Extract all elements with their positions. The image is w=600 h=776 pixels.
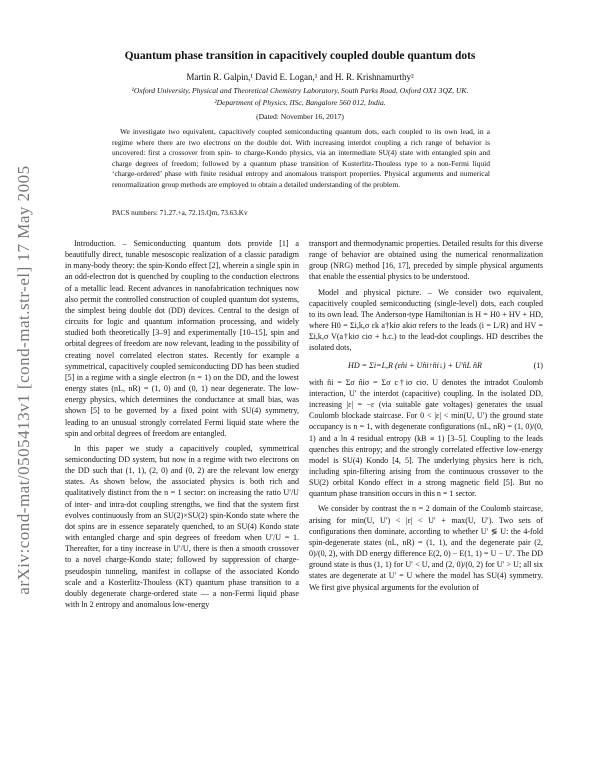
definitions-paragraph: with n̂i = Σσ n̂iσ = Σσ c†iσ ciσ. U denotes the intradot Coulomb interaction, U′ the interdot (capacitive) coupling. In the isolated DD, increasing |ε| = −ε (via suitable gate voltages) generates the usual Coulomb blockade staircase. For 0 < |ε| < min(U, U′) the ground state occupancy is n = 1, with degenerate configurations (nL, nR) = (1, 0)/(0, 1) and a ln 4 residual entropy (kB ≡ 1) [3–5]. Coupling to the leads quenches this entropy; and the strongly correlated effective low-energy model is SU(4) Kondo [4, 5]. The underlying physics here is rich, including spin-filtering arising from the continuous crossover to the SU(2) orbital Kondo effect in a strong magnetic field [5]. But no quantum phase transition occurs in this n = 1 sector.: [309, 377, 543, 499]
dated-line: (Dated: November 16, 2017): [256, 112, 344, 121]
continued-paragraph: transport and thermodynamic properties. Detailed results for this diverse range of behavior are obtained using the numerical renormalization group (NRG) method [16, 17], preceded by simple physical arguments that enable the essential physics to be understood.: [309, 239, 543, 282]
affiliation-2: ²Department of Physics, IISc, Bangalore 560 012, India.: [214, 98, 386, 107]
affiliation-1: ¹Oxford University, Physical and Theoretical Chemistry Laboratory, South Parks Road, Oxford OX1 3QZ, UK.: [131, 86, 469, 95]
paragraph-this-paper: In this paper we study a capacitively coupled, symmetrical semiconducting DD system, but now in a regime with two electrons on the DD such that (1, 1), (2, 0) and (0, 2) are the relevant low energy states. As shown below, the associated physics is both rich and qualitatively distinct from the n = 1 sector: on increasing the ratio U′/U of inter- and intra-dot coupling strengths, we find that the system first evolves continuously from an SU(2)×SU(2) spin-Kondo state where the dot spins are in essence separately quenched, to an SU(4) Kondo state with entangled charge and spin degrees of freedom when U′/U = 1. Thereafter, for a tiny increase in U′/U, there is then a smooth crossover to a novel charge-Kondo state; followed by suppression of charge-pseudospin tunneling, manifest in collapse of the associated Kondo scale and a Kosterlitz-Thouless (KT) quantum phase transition to a doubly degenerate charge-ordered state — a non-Fermi liquid phase with ln 2 entropy and anomalous low-energy: [65, 443, 299, 609]
paper-title: Quantum phase transition in capacitively coupled double quantum dots: [124, 50, 476, 62]
author-list: Martin R. Galpin,¹ David E. Logan,¹ and H. R. Krishnamurthy²: [186, 72, 414, 82]
equation-number: (1): [533, 360, 543, 370]
left-column: [65, 238, 299, 614]
equation-1: [309, 360, 543, 371]
arxiv-sidebar: [4, 60, 44, 700]
right-column: [309, 238, 543, 597]
intro-paragraph: Introduction. – Semiconducting quantum dots provide [1] a beautifully direct, tunable mesoscopic realization of a classic paradigm in many-body theory: the spin-Kondo effect [2], wherein a single spin in an odd-electron dot is quenched by coupling to the conduction electrons of a metallic lead. Recent advances in nanofabrication techniques now also permit the controlled construction of coupled quantum dot systems, the simplest being double dot (DD) devices. Central to the design of circuits for logic and quantum information processing, and widely studied both theoretically [3–9] and experimentally [10–15], spin and orbital degrees of freedom are now relevant, leading to the possibility of creating novel correlated electron states. Recently for example a symmetrical, capacitively coupled semiconducting DD has been studied [5] in a regime with a single electron (n = 1) on the DD, and the lowest energy states (nL, nR) = (1, 0) and (0, 1) near degenerate. The low-energy physics, which determines the conductance at small bias, was shown [5] to be governed by a fixed point with SU(4) symmetry, leading to an unusual strongly correlated Fermi liquid state where the spin and orbital degrees of freedom are entangled.: [65, 239, 299, 438]
abstract: We investigate two equivalent, capacitively coupled semiconducting quantum dots, each coupled to its own lead, in a regime where there are two electrons on the double dot. With increasing interdot coupling a rich range of behavior is uncovered: first a crossover from spin- to charge-Kondo physics, via an intermediate SU(4) state with entangled spin and charge degrees of freedom; followed by a quantum phase transition of Kosterlitz-Thouless type to a non-Fermi liquid ‘charge-ordered’ phase with finite residual entropy and anomalous transport properties. Physical arguments and numerical renormalization group methods are employed to obtain a detailed understanding of the problem.: [112, 127, 490, 189]
equation-body: HD = Σi=L,R (εn̂i + Un̂i↑n̂i↓) + U′n̂L n̂R: [348, 360, 482, 370]
n2-paragraph: We consider by contrast the n = 2 domain of the Coulomb staircase, arising for min(U, U′) < |ε| < U′ + max(U, U′). Two sets of configurations then dominate, according to whether U′ ≶ U: the 4-fold spin-degenerate states (nL, nR) = (1, 1), and the degenerate pair (2, 0)/(0, 2), with DD energy difference E(2, 0) − E(1, 1) = U − U′. The DD ground state is thus (1, 1) for U′ < U, and (2, 0)/(0, 2) for U′ > U; all six states are degenerate at U′ = U where the model has SU(4) symmetry. We first give physical arguments for the evolution of: [309, 504, 543, 592]
arxiv-identifier: arXiv:cond-mat/0505413v1 [cond-mat.str-el] 17 May 2005: [14, 165, 33, 595]
model-paragraph: Model and physical picture. – We consider two equivalent, capacitively coupled semiconducting (single-level) dots, each coupled to its own lead. The Anderson-type Hamiltonian is H = H0 + HV + HD, where H0 = Σi,k,σ εk a†kiσ akiσ refers to the leads (i = L/R) and HV = Σi,k,σ V(a†kiσ ciσ + h.c.) to the lead-dot couplings. HD describes the isolated dots,: [309, 287, 543, 353]
pacs-numbers: PACS numbers: 71.27.+a, 72.15.Qm, 73.63.Kv: [112, 209, 248, 217]
